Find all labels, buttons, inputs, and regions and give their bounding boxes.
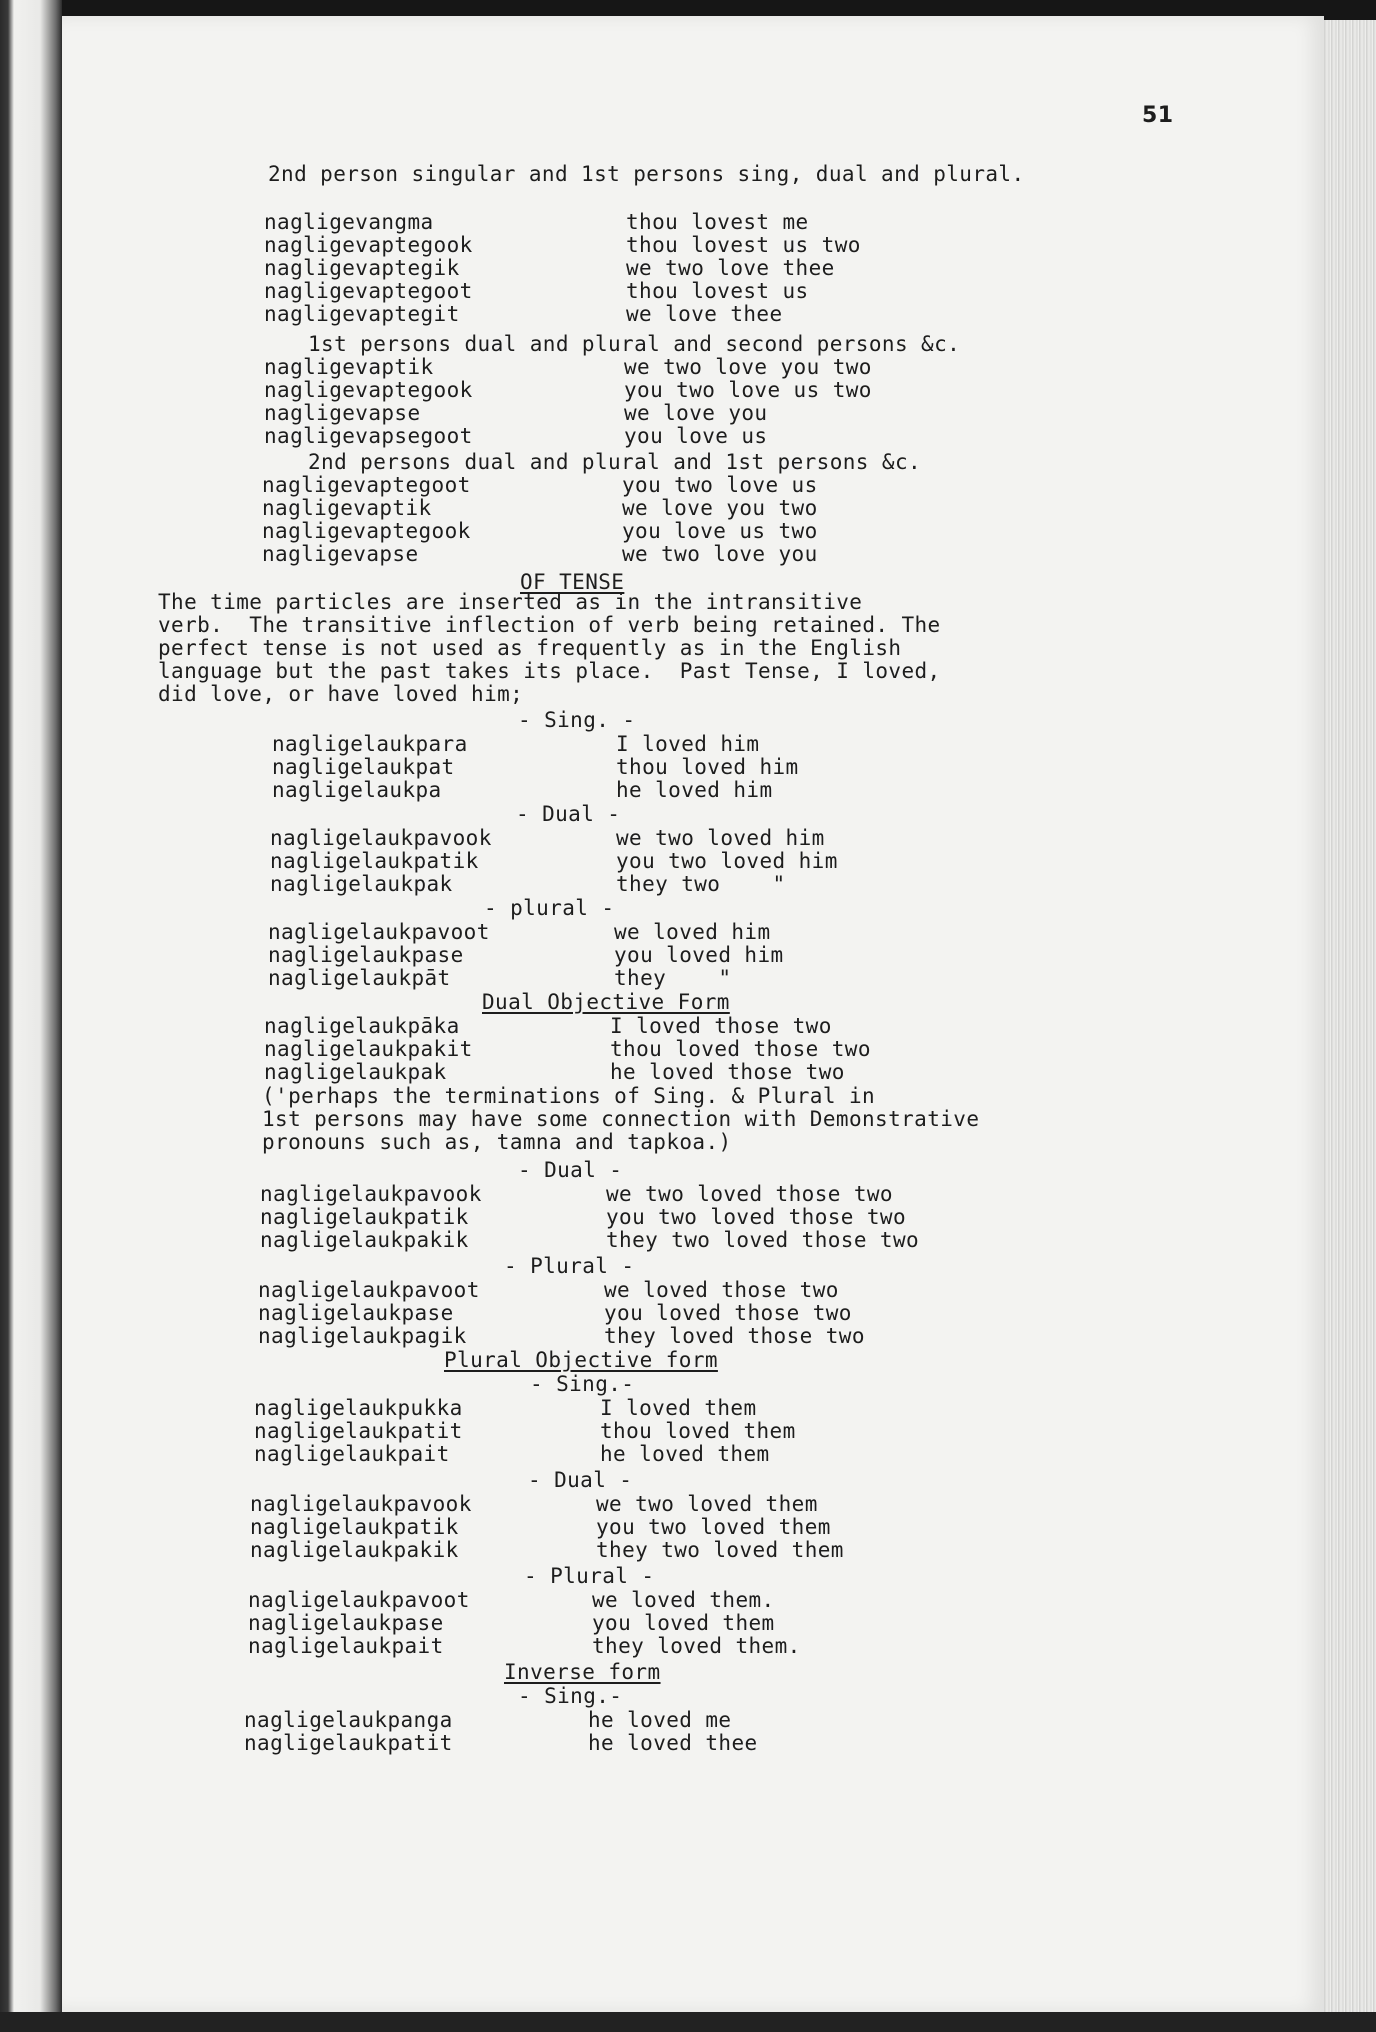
past-dual-word: nagligelaukpavook: [270, 826, 492, 850]
facing-page-edge: [0, 0, 62, 2032]
dual-obj-dual-meaning: you two loved those two: [606, 1205, 906, 1229]
intro-line: 2nd person singular and 1st persons sing, dual and plural.: [268, 162, 1025, 186]
sec2-word: nagligevaptik: [264, 355, 434, 379]
tense-paragraph-line: perfect tense is not used as frequently as in the English: [158, 636, 902, 660]
group-label: - Sing.-: [518, 1684, 623, 1708]
past-sing-meaning: thou loved him: [616, 755, 799, 779]
dual-obj-word: nagligelaukpāka: [264, 1014, 460, 1038]
plural-obj-sing-meaning: he loved them: [600, 1442, 770, 1466]
group-label: - Plural -: [504, 1254, 635, 1278]
group-label: - Dual -: [516, 802, 621, 826]
dual-obj-plural-word: nagligelaukpagik: [258, 1324, 467, 1348]
tense-paragraph-line: did love, or have loved him;: [158, 682, 524, 706]
group-label: - Dual -: [518, 1158, 623, 1182]
sec1-word: nagligevaptegik: [264, 256, 460, 280]
past-sing-word: nagligelaukpa: [272, 778, 442, 802]
past-dual-meaning: we two loved him: [616, 826, 825, 850]
sec1-meaning: we two love thee: [626, 256, 835, 280]
sec3-meaning: you love us two: [622, 519, 818, 543]
dual-obj-plural-word: nagligelaukpase: [258, 1301, 454, 1325]
sec3-meaning: we two love you: [622, 542, 818, 566]
past-plural-meaning: you loved him: [614, 943, 784, 967]
inverse-heading: Inverse form: [504, 1660, 661, 1684]
scan-border-bottom: [0, 2012, 1376, 2032]
inverse-meaning: he loved me: [588, 1708, 732, 1732]
sec1-word: nagligevaptegook: [264, 233, 473, 257]
sec1-word: nagligevaptegoot: [264, 279, 473, 303]
dual-obj-meaning: thou loved those two: [610, 1037, 871, 1061]
plural-obj-dual-meaning: they two loved them: [596, 1538, 844, 1562]
sec1-meaning: thou lovest us two: [626, 233, 861, 257]
group-label: - Dual -: [528, 1468, 633, 1492]
past-plural-meaning: they ": [614, 966, 732, 990]
section-heading: 2nd persons dual and plural and 1st persons &c.: [308, 450, 922, 474]
plural-obj-plural-word: nagligelaukpavoot: [248, 1588, 470, 1612]
past-dual-word: nagligelaukpak: [270, 872, 453, 896]
sec2-meaning: you two love us two: [624, 378, 872, 402]
plural-obj-dual-word: nagligelaukpavook: [250, 1492, 472, 1516]
dual-obj-dual-word: nagligelaukpavook: [260, 1182, 482, 1206]
dual-objective-heading: Dual Objective Form: [482, 990, 730, 1014]
dual-obj-plural-word: nagligelaukpavoot: [258, 1278, 480, 1302]
plural-obj-sing-meaning: thou loved them: [600, 1419, 796, 1443]
dual-obj-meaning: he loved those two: [610, 1060, 845, 1084]
plural-obj-plural-meaning: they loved them.: [592, 1634, 801, 1658]
dual-obj-plural-meaning: they loved those two: [604, 1324, 865, 1348]
plural-obj-sing-word: nagligelaukpukka: [254, 1396, 463, 1420]
group-label: - Sing.-: [530, 1372, 635, 1396]
sec3-word: nagligevaptegook: [262, 519, 471, 543]
sec2-meaning: we two love you two: [624, 355, 872, 379]
plural-obj-plural-word: nagligelaukpase: [248, 1611, 444, 1635]
dual-obj-note-line: 1st persons may have some connection with Demonstrative: [262, 1107, 980, 1131]
dual-obj-note-line: ('perhaps the terminations of Sing. & Plural in: [262, 1084, 876, 1108]
sec3-word: nagligevaptik: [262, 496, 432, 520]
sec3-word: nagligevaptegoot: [262, 473, 471, 497]
plural-obj-plural-meaning: you loved them: [592, 1611, 775, 1635]
tense-heading: OF TENSE: [520, 570, 625, 594]
dual-obj-plural-meaning: you loved those two: [604, 1301, 852, 1325]
sec3-meaning: you two love us: [622, 473, 818, 497]
sec2-meaning: you love us: [624, 424, 768, 448]
sec1-meaning: thou lovest us: [626, 279, 809, 303]
dual-obj-plural-meaning: we loved those two: [604, 1278, 839, 1302]
tense-paragraph-line: verb. The transitive inflection of verb being retained. The: [158, 613, 941, 637]
dual-obj-dual-word: nagligelaukpakik: [260, 1228, 469, 1252]
sec1-meaning: we love thee: [626, 302, 783, 326]
past-dual-meaning: you two loved him: [616, 849, 838, 873]
sec3-meaning: we love you two: [622, 496, 818, 520]
sec1-word: nagligevangma: [264, 210, 434, 234]
dual-obj-note-line: pronouns such as, tamna and tapkoa.): [262, 1130, 732, 1154]
plural-obj-dual-meaning: you two loved them: [596, 1515, 831, 1539]
plural-obj-plural-word: nagligelaukpait: [248, 1634, 444, 1658]
past-sing-word: nagligelaukpat: [272, 755, 455, 779]
dual-obj-dual-word: nagligelaukpatik: [260, 1205, 469, 1229]
sec2-word: nagligevapse: [264, 401, 421, 425]
plural-obj-plural-meaning: we loved them.: [592, 1588, 775, 1612]
dual-obj-word: nagligelaukpakit: [264, 1037, 473, 1061]
past-sing-word: nagligelaukpara: [272, 732, 468, 756]
dual-obj-meaning: I loved those two: [610, 1014, 832, 1038]
group-label: - plural -: [484, 896, 615, 920]
section-heading: 1st persons dual and plural and second persons &c.: [308, 332, 961, 356]
plural-obj-dual-meaning: we two loved them: [596, 1492, 818, 1516]
past-plural-word: nagligelaukpavoot: [268, 920, 490, 944]
tense-paragraph-line: language but the past takes its place. Past Tense, I loved,: [158, 659, 941, 683]
past-sing-meaning: he loved him: [616, 778, 773, 802]
sec1-word: nagligevaptegit: [264, 302, 460, 326]
sec1-meaning: thou lovest me: [626, 210, 809, 234]
tense-paragraph-line: The time particles are inserted as in the intransitive: [158, 590, 863, 614]
past-plural-word: nagligelaukpase: [268, 943, 464, 967]
page-number: 51: [1142, 103, 1174, 128]
plural-objective-heading: Plural Objective form: [444, 1348, 718, 1372]
plural-obj-dual-word: nagligelaukpakik: [250, 1538, 459, 1562]
past-dual-word: nagligelaukpatik: [270, 849, 479, 873]
plural-obj-sing-meaning: I loved them: [600, 1396, 757, 1420]
group-label: - Plural -: [524, 1564, 655, 1588]
page-stack-edge: [1324, 20, 1376, 2032]
group-label: - Sing. -: [518, 708, 636, 732]
plural-obj-sing-word: nagligelaukpatit: [254, 1419, 463, 1443]
inverse-meaning: he loved thee: [588, 1731, 758, 1755]
past-plural-meaning: we loved him: [614, 920, 771, 944]
inverse-word: nagligelaukpanga: [244, 1708, 453, 1732]
dual-obj-word: nagligelaukpak: [264, 1060, 447, 1084]
sec3-word: nagligevapse: [262, 542, 419, 566]
inverse-word: nagligelaukpatit: [244, 1731, 453, 1755]
sec2-word: nagligevapsegoot: [264, 424, 473, 448]
plural-obj-dual-word: nagligelaukpatik: [250, 1515, 459, 1539]
dual-obj-dual-meaning: we two loved those two: [606, 1182, 893, 1206]
sec2-meaning: we love you: [624, 401, 768, 425]
plural-obj-sing-word: nagligelaukpait: [254, 1442, 450, 1466]
past-dual-meaning: they two ": [616, 872, 786, 896]
past-sing-meaning: I loved him: [616, 732, 760, 756]
past-plural-word: nagligelaukpāt: [268, 966, 451, 990]
dual-obj-dual-meaning: they two loved those two: [606, 1228, 920, 1252]
sec2-word: nagligevaptegook: [264, 378, 473, 402]
